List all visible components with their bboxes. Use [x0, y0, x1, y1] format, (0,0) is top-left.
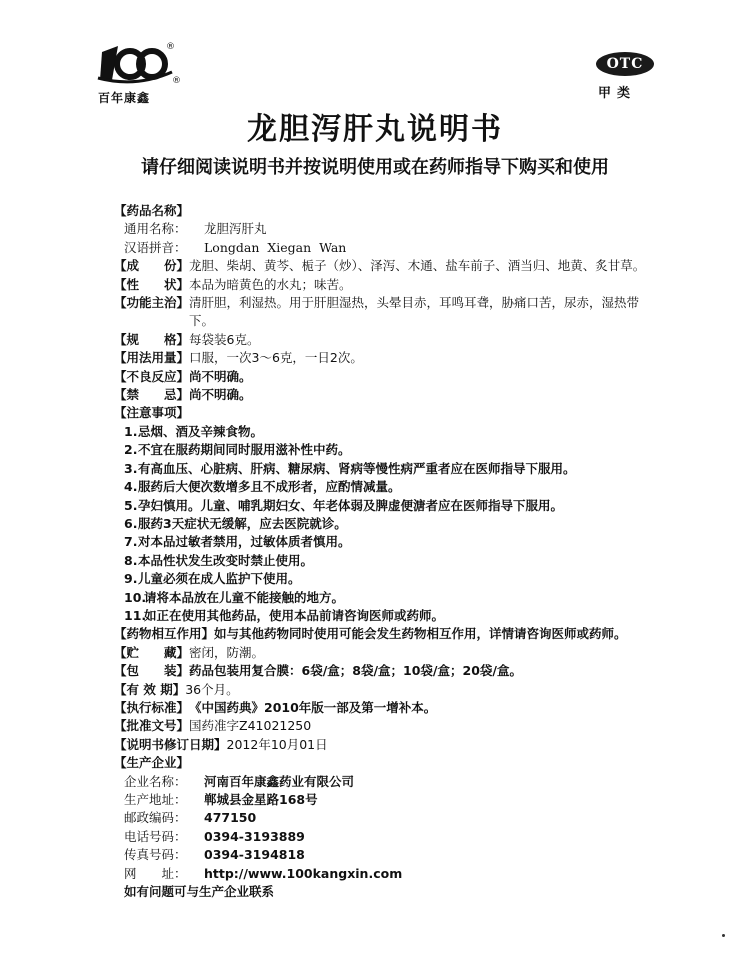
- manufacturer-field: [114, 865, 662, 883]
- precaution-number: 5.: [124, 497, 138, 513]
- precaution-text: 忌烟、酒及辛辣食物。: [138, 423, 264, 439]
- precaution-number: 2.: [124, 442, 138, 458]
- precaution-number: 10.: [124, 589, 147, 605]
- precaution-number: 3.: [124, 460, 138, 476]
- manufacturer-field-key: 企业名称：: [124, 773, 187, 789]
- precaution-number: 7.: [124, 534, 138, 550]
- manufacturer-field: [114, 773, 662, 791]
- adverse-value: 尚不明确。: [189, 368, 252, 384]
- precaution-item: [114, 515, 662, 533]
- precaution-text: 有高血压、心脏病、肝病、糖尿病、肾病等慢性病严重者应在医师指导下服用。: [138, 460, 576, 476]
- precaution-item: [114, 533, 662, 551]
- manufacturer-field-value: http://www.100kangxin.com: [204, 865, 403, 881]
- validity-label: 【有 效 期】: [114, 681, 186, 697]
- precaution-text: 不宜在服药期间同时服用滋补性中药。: [138, 442, 351, 458]
- approval-value: 国药准字Z41021250: [189, 718, 312, 734]
- manufacturer-field: [114, 828, 662, 846]
- precaution-item: [114, 570, 662, 588]
- standard-row: [114, 699, 662, 717]
- document-subtitle: 请仔细阅读说明书并按说明使用或在药师指导下购买和使用: [141, 157, 609, 178]
- precaution-number: 9.: [124, 571, 138, 587]
- precaution-item: [114, 497, 662, 515]
- indications-row: [114, 294, 662, 331]
- storage-label: 【贮 藏】: [114, 644, 190, 660]
- standard-label: 【执行标准】: [114, 699, 190, 715]
- registered-mark: ®: [166, 42, 175, 52]
- precautions-section: [114, 404, 662, 625]
- contraindications-row: [114, 386, 662, 404]
- precautions-list: [114, 423, 662, 625]
- precaution-text: 服药3天症状无缓解，应去医院就诊。: [138, 515, 347, 531]
- precautions-label: 【注意事项】: [114, 405, 190, 421]
- precaution-text: 儿童必须在成人监护下使用。: [138, 571, 301, 587]
- otc-badge: [596, 52, 656, 104]
- drug-name-section: [114, 202, 662, 257]
- standard-value: 《中国药典》2010年版一部及第一增补本。: [189, 699, 437, 715]
- precaution-number: 4.: [124, 479, 138, 495]
- appearance-label: 【性 状】: [114, 276, 190, 292]
- precaution-item: [114, 423, 662, 441]
- precaution-number: 1.: [124, 423, 138, 439]
- dosage-label: 【用法用量】: [114, 350, 190, 366]
- otc-class: 甲类: [598, 86, 637, 101]
- storage-row: [114, 644, 662, 662]
- manufacturer-field-key: 网 址：: [124, 865, 187, 881]
- precaution-text: 如正在使用其他药品，使用本品前请咨询医师或药师。: [144, 607, 445, 623]
- package-row: [114, 662, 662, 680]
- pinyin-value: Longdan Xiegan Wan: [204, 239, 347, 255]
- specification-row: [114, 331, 662, 349]
- validity-row: [114, 681, 662, 699]
- specification-label: 【规 格】: [114, 331, 190, 347]
- manufacturer-field-key: 传真号码：: [124, 847, 187, 863]
- manufacturer-field-key: 电话号码：: [124, 828, 187, 844]
- pinyin-key: 汉语拼音：: [124, 239, 187, 255]
- manufacturer-field-value: 0394-3194818: [204, 847, 305, 863]
- dosage-row: [114, 349, 662, 367]
- common-name-value: 龙胆泻肝丸: [204, 221, 267, 237]
- drug-name-label: 【药品名称】: [114, 203, 190, 218]
- indications-value: 清肝胆，利湿热。用于肝胆湿热，头晕目赤，耳鸣耳聋，胁痛口苦，尿赤，湿热带下。: [189, 295, 640, 329]
- precaution-item: [114, 441, 662, 459]
- manufacturer-field: [114, 846, 662, 864]
- package-value: 药品包装用复合膜：6袋/盒；8袋/盒；10袋/盒；20袋/盒。: [189, 663, 522, 679]
- approval-label: 【批准文号】: [114, 718, 190, 734]
- ingredients-row: [114, 257, 662, 275]
- manufacturer-field-value: 477150: [204, 810, 257, 826]
- revision-value: 2012年10月01日: [226, 736, 328, 752]
- manufacturer-fields: [114, 773, 662, 883]
- contraindications-value: 尚不明确。: [189, 387, 252, 403]
- dosage-value: 口服，一次3～6克，一日2次。: [189, 350, 363, 366]
- leaflet-body: [114, 202, 662, 901]
- validity-value: 36个月。: [185, 681, 239, 697]
- interactions-row: [114, 625, 662, 643]
- precaution-item: [114, 607, 662, 625]
- manufacturer-field-key: 生产地址：: [124, 792, 187, 807]
- precaution-number: 8.: [124, 552, 138, 568]
- interactions-value: 如与其他药物同时使用可能会发生药物相互作用，详情请咨询医师或药师。: [214, 626, 627, 642]
- contraindications-label: 【禁 忌】: [114, 387, 190, 403]
- precaution-text: 孕妇慎用。儿童、哺乳期妇女、年老体弱及脾虚便溏者应在医师指导下服用。: [138, 497, 564, 513]
- manufacturer-field-value: 0394-3193889: [204, 828, 305, 844]
- approval-row: [114, 717, 662, 735]
- manufacturer-field: [114, 791, 662, 809]
- storage-value: 密闭，防潮。: [189, 644, 265, 660]
- precaution-item: [114, 478, 662, 496]
- ingredients-label: 【成 份】: [114, 258, 190, 274]
- specification-value: 每袋装6克。: [189, 331, 260, 347]
- precaution-text: 请将本品放在儿童不能接触的地方。: [144, 589, 345, 605]
- precaution-text: 本品性状发生改变时禁止使用。: [138, 552, 314, 568]
- revision-row: [114, 736, 662, 754]
- common-name-key: 通用名称：: [124, 221, 187, 237]
- manufacturer-field-value: 郸城县金星路168号: [204, 792, 318, 807]
- interactions-label: 【药物相互作用】: [114, 626, 215, 642]
- manufacturer-field-key: 邮政编码：: [124, 810, 187, 826]
- brand-name: 百年康鑫: [98, 91, 151, 105]
- registered-mark-2: ®: [172, 76, 181, 86]
- manufacturer-field: [114, 809, 662, 827]
- package-label: 【包 装】: [114, 663, 190, 679]
- otc-label: OTC: [596, 52, 654, 76]
- precaution-item: [114, 589, 662, 607]
- revision-label: 【说明书修订日期】: [114, 736, 227, 752]
- manufacturer-section: [114, 754, 662, 901]
- adverse-row: [114, 368, 662, 386]
- brand-logo: [96, 42, 186, 112]
- manufacturer-field-value: 河南百年康鑫药业有限公司: [204, 773, 355, 789]
- precaution-number: 11.: [124, 607, 147, 623]
- brand-logo-icon: [96, 42, 176, 86]
- scan-speck: [722, 934, 725, 937]
- indications-label: 【功能主治】: [114, 295, 190, 311]
- document-title: 龙胆泻肝丸说明书: [247, 112, 503, 147]
- manufacturer-footer: 如有问题可与生产企业联系: [124, 884, 275, 900]
- adverse-label: 【不良反应】: [114, 368, 190, 384]
- manufacturer-label: 【生产企业】: [114, 755, 190, 771]
- precaution-item: [114, 552, 662, 570]
- precaution-number: 6.: [124, 515, 138, 531]
- appearance-value: 本品为暗黄色的水丸；味苦。: [189, 276, 352, 292]
- ingredients-value: 龙胆、柴胡、黄芩、栀子（炒）、泽泻、木通、盐车前子、酒当归、地黄、炙甘草。: [189, 258, 646, 274]
- appearance-row: [114, 276, 662, 294]
- precaution-text: 服药后大便次数增多且不成形者，应酌情减量。: [138, 479, 401, 495]
- precaution-text: 对本品过敏者禁用，过敏体质者慎用。: [138, 534, 351, 550]
- precaution-item: [114, 460, 662, 478]
